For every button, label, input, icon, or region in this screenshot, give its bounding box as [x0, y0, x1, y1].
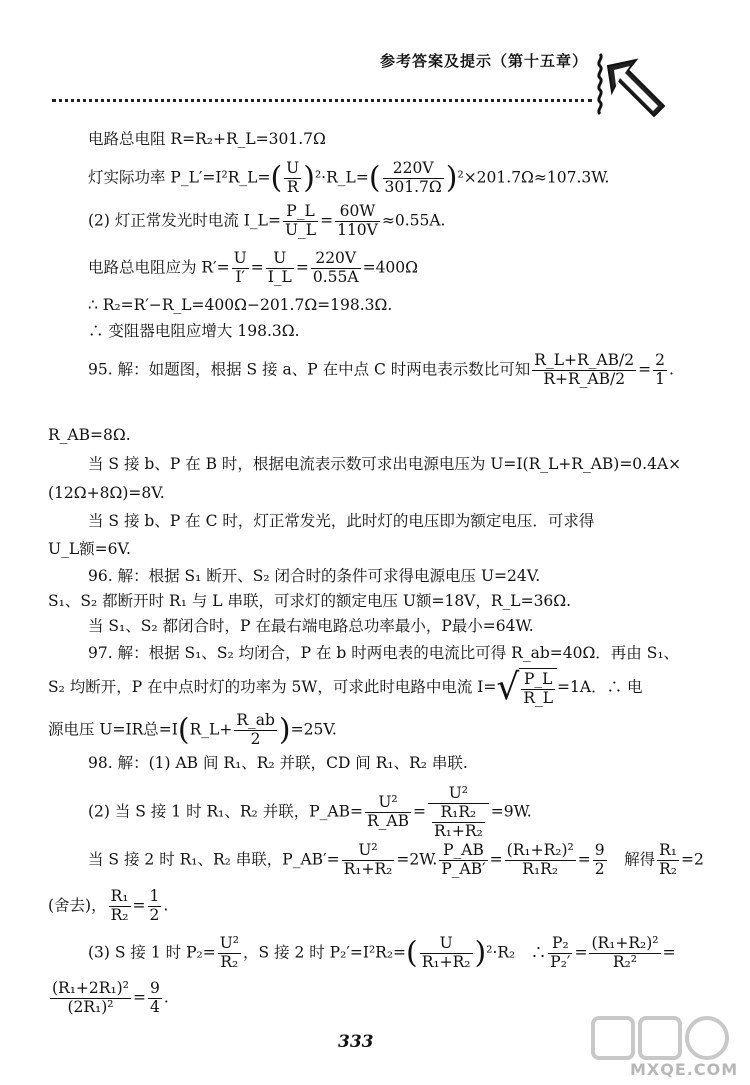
fraction	[148, 888, 162, 925]
watermark-text: MXQE.COM	[630, 1060, 739, 1079]
denominator: (2R₁)²	[67, 997, 114, 1016]
line-q95-b2: (12Ω+8Ω)=8V.	[48, 484, 165, 502]
line-q98: 98. 解：(1) AB 间 R₁、R₂ 并联，CD 间 R₁、R₂ 串联.	[88, 754, 468, 772]
numerator: R_ab	[236, 711, 275, 729]
text: 电路总电阻应为 R′=	[88, 258, 230, 277]
line-q95-c2: U_L额=6V.	[48, 540, 131, 558]
header-title: 参考答案及提示（第十五章）	[380, 52, 589, 70]
text: ²×201.7Ω≈107.3W.	[457, 168, 610, 187]
denominator	[428, 804, 489, 841]
fraction	[589, 935, 660, 972]
text: 灯实际功率 P_L′=I²R_L=	[88, 168, 271, 187]
line-q96-c: 当 S₁、S₂ 都闭合时，P 在最右端电路总功率最小，P最小=64W.	[88, 617, 534, 635]
text: R_L+	[189, 720, 233, 739]
line-increase-result: ∴ 变阻器电阻应增大 198.3Ω.	[88, 322, 300, 340]
numerator: 9	[594, 841, 605, 859]
denominator: I′	[235, 267, 245, 286]
fraction	[335, 203, 380, 240]
denominator: 2	[250, 729, 261, 748]
line-q98-4	[48, 888, 168, 925]
numerator: 1	[149, 887, 160, 905]
fraction	[232, 250, 249, 287]
text: =	[574, 943, 588, 962]
numerator: 9	[149, 979, 160, 997]
denominator: R₂	[110, 905, 129, 924]
line-actual-power	[88, 160, 609, 197]
fraction	[365, 794, 411, 831]
text: 当 S 接 2 时 R₁、R₂ 串联，P_AB′=	[88, 850, 340, 869]
fraction	[283, 203, 318, 240]
denominator: R_AB	[366, 812, 409, 831]
fraction	[532, 352, 636, 389]
denominator: R+R_AB/2	[543, 369, 626, 388]
text: S₂ 均断开，P 在中点时灯的功率为 5W，可求此时电路中电流 I=	[48, 677, 497, 696]
numerator: (R₁+R₂)²	[591, 934, 659, 952]
text: =	[662, 943, 676, 962]
text: =	[577, 850, 591, 869]
text: =	[132, 988, 146, 1007]
line-q98-3	[88, 842, 704, 879]
fraction	[521, 671, 555, 708]
fraction	[593, 842, 607, 879]
radicand	[519, 668, 557, 708]
arrow-icon	[592, 48, 672, 128]
text: =2	[681, 850, 704, 869]
text: =1A．∴ 电	[557, 677, 643, 696]
text: =	[320, 211, 334, 230]
fraction	[428, 785, 489, 840]
paren: )	[303, 160, 315, 196]
line-q97: 97. 解：根据 S₁、S₂ 均闭合，P 在 b 时两电表的电流比可得 R_ab=40Ω．再由 S₁、	[88, 644, 680, 662]
text: ≈0.55A.	[381, 211, 446, 230]
line-q96: 96. 解：根据 S₁ 断开、S₂ 闭合时的条件可求得电源电压 U=24V.	[88, 567, 541, 585]
text: .	[163, 896, 169, 915]
line-q98-5	[88, 935, 676, 972]
numerator: (R₁+2R₁)²	[52, 979, 129, 997]
numerator: U²	[219, 934, 239, 952]
denominator: I_L	[267, 267, 292, 286]
text: =	[489, 850, 503, 869]
denominator: U_L	[284, 220, 317, 239]
text: 95. 解：如题图，根据 S 接 a、P 在中点 C 时两电表示数比可知	[88, 360, 531, 379]
line-total-resistance: 电路总电阻 R=R₂+R_L=301.7Ω	[88, 130, 326, 148]
line-q98-2	[88, 785, 532, 840]
line-q95-c: 当 S 接 b、P 在 C 时，灯正常发光，此时灯的电压即为额定电压．可求得	[88, 512, 595, 530]
numerator: R₁R₂	[432, 804, 485, 823]
text: =9W.	[490, 802, 532, 821]
fraction	[284, 160, 301, 197]
numerator: R₁	[110, 887, 129, 905]
line-required-resistance: 电路总电阻应为 R′= $\frac{U}{I'}$ = $\frac{U}{I\_L}$ = $\frac{220V}{0.55A}$ =400Ω	[88, 249, 419, 286]
numerator: R_L+R_AB/2	[534, 351, 635, 369]
numerator: P_L	[521, 671, 555, 690]
numerator: U	[233, 249, 247, 267]
numerator: U	[286, 159, 300, 177]
text: =25V.	[290, 720, 337, 739]
numerator: P₂	[548, 935, 572, 954]
numerator: 60W	[335, 203, 380, 222]
text: (舍去)，	[48, 896, 107, 915]
denominator: R₂²	[612, 952, 638, 971]
numerator: 220V	[311, 250, 361, 269]
text: (2) 当 S 接 1 时 R₁、R₂ 并联，P_AB=	[88, 802, 363, 821]
text: ，S 接 2 时 P₂′=I²R₂=	[242, 943, 407, 962]
fraction	[548, 935, 572, 972]
line-rab: R_AB=8Ω.	[48, 426, 131, 444]
paren: )	[474, 935, 487, 971]
line-q97-c	[48, 712, 337, 749]
numerator: (R₁+R₂)²	[506, 841, 574, 859]
text: .	[163, 988, 169, 1007]
fraction	[420, 935, 473, 972]
paren: )	[278, 712, 291, 748]
numerator: U	[420, 935, 473, 954]
line-q98-6	[48, 980, 169, 1017]
numerator: U²	[428, 785, 489, 804]
text: (3) S 接 1 时 P₂=	[88, 943, 216, 962]
denominator: R₁+R₂	[433, 821, 483, 840]
numerator: P_AB	[439, 842, 487, 861]
fraction	[234, 712, 277, 749]
text: =	[132, 896, 146, 915]
line-r2-result: ∴ R₂=R′−R_L=400Ω−201.7Ω=198.3Ω.	[88, 296, 393, 314]
denominator: 110V	[337, 220, 378, 239]
fraction	[653, 352, 667, 389]
line-normal-current	[88, 203, 445, 240]
denominator: 2	[594, 859, 605, 878]
denominator: R₁+R₂	[343, 859, 393, 878]
numerator: P_L	[283, 203, 318, 222]
text: ²·R_L=	[314, 168, 369, 187]
denominator: P_AB′	[441, 859, 486, 878]
text: =2W.	[396, 850, 438, 869]
paren: (	[177, 712, 190, 748]
paren: (	[406, 935, 418, 971]
fraction	[342, 842, 395, 879]
paren: (	[270, 160, 283, 196]
numerator: 220V	[383, 160, 444, 179]
numerator: U²	[365, 794, 411, 813]
fraction	[311, 250, 361, 287]
denominator: R₁R₂	[522, 859, 559, 878]
denominator: 301.7Ω	[384, 177, 442, 196]
fraction	[383, 160, 444, 197]
denominator: R₂	[659, 859, 678, 878]
text: ²·R₂ ∴	[486, 943, 547, 962]
paren: (	[368, 160, 381, 196]
fraction	[218, 935, 241, 972]
text: (2) 灯正常发光时电流 I_L=	[88, 211, 281, 230]
text: .	[668, 360, 674, 379]
denominator: R₁+R₂	[421, 952, 471, 971]
fraction	[439, 842, 487, 879]
radical-sign: √	[496, 666, 520, 708]
line-q95-b: 当 S 接 b、P 在 B 时，根据电流表示数可求出电源电压为 U=I(R_L+R_AB)=0.4A×	[88, 455, 682, 473]
fraction	[657, 842, 679, 879]
text: =	[412, 802, 426, 821]
header-dotted-rule	[52, 99, 592, 102]
line-q96-b: S₁、S₂ 都断开时 R₁ 与 L 串联，可求灯的额定电压 U额=18V，R_L=36Ω.	[48, 592, 572, 610]
denominator: 0.55A	[312, 267, 359, 286]
fraction	[505, 842, 576, 879]
square-root	[496, 668, 557, 708]
text: 解得	[624, 850, 656, 869]
text: 源电压 U=IR总=I	[48, 720, 178, 739]
text: =400Ω	[362, 258, 419, 277]
fraction	[109, 888, 131, 925]
denominator: R_L	[523, 688, 554, 707]
denominator: P₂′	[550, 952, 571, 971]
numerator: 2	[655, 351, 665, 369]
fraction	[266, 250, 294, 287]
denominator: 4	[149, 997, 160, 1016]
fraction	[148, 980, 162, 1017]
paren: )	[445, 160, 458, 196]
numerator: U	[266, 250, 294, 269]
numerator: U²	[342, 842, 395, 861]
text: =	[638, 360, 652, 379]
fraction	[432, 804, 485, 841]
denominator: 2	[149, 905, 160, 924]
fraction	[50, 980, 131, 1017]
numerator: R₁	[659, 841, 678, 859]
denominator: R₂	[220, 952, 239, 971]
page-number: 333	[338, 1032, 374, 1052]
denominator: 1	[655, 369, 665, 388]
line-q95	[88, 352, 674, 389]
line-q97-b	[48, 668, 643, 708]
denominator: R	[286, 177, 299, 196]
